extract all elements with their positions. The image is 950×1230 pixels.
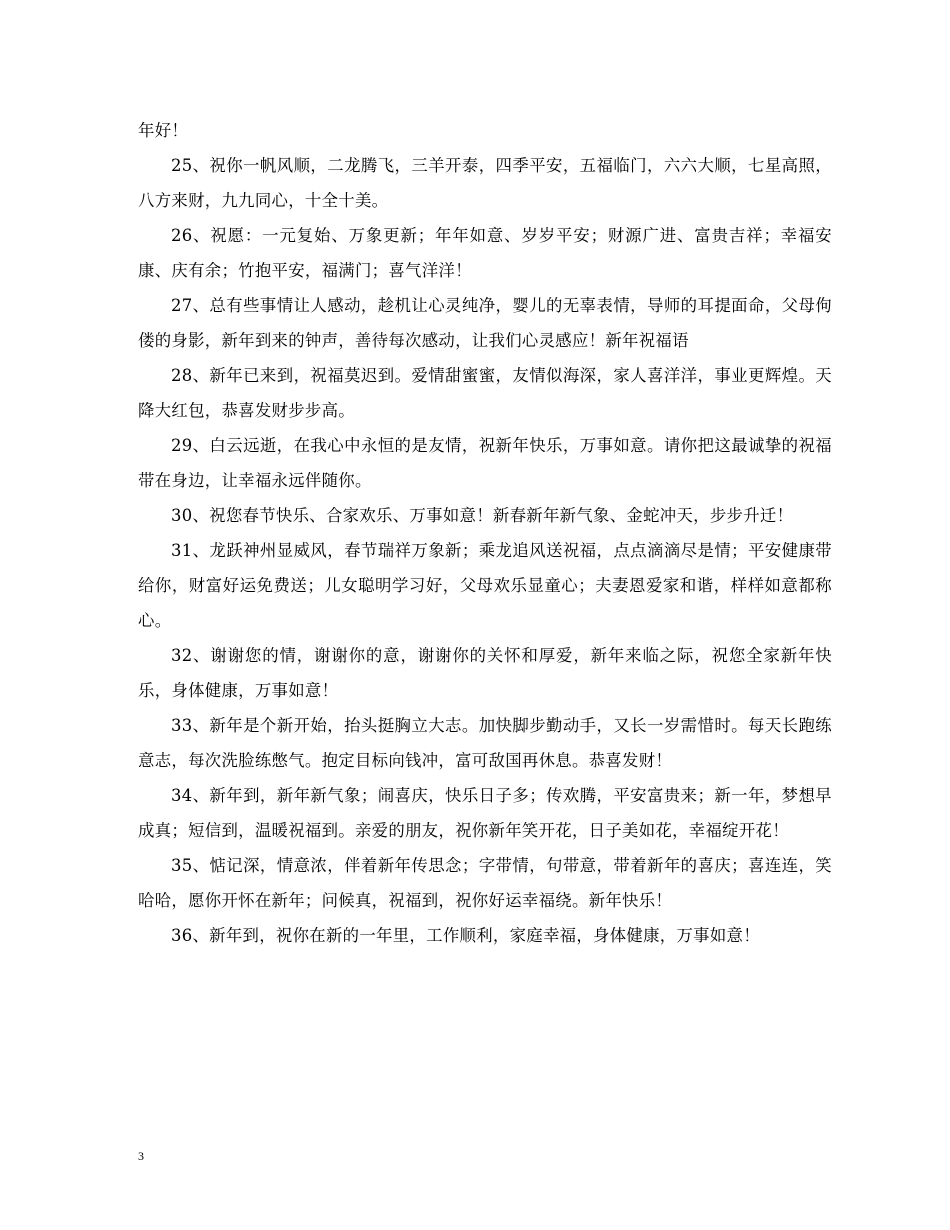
paragraph-31: 31、龙跃神州显威风，春节瑞祥万象新；乘龙追风送祝福，点点滴滴尽是情；平安健康带给你，财富好运免费送；儿女聪明学习好，父母欢乐显童心；夫妻恩爱家和谐，样样如意都称心。 [138,541,832,630]
paragraph-30: 30、祝您春节快乐、合家欢乐、万事如意！新春新年新气象、金蛇冲天，步步升迁！ [171,506,794,525]
paragraph-27: 27、总有些事情让人感动，趁机让心灵纯净，婴儿的无辜表情，导师的耳提面命，父母佝偻的身影，新年到来的钟声，善待每次感动，让我们心灵感应！新年祝福语 [138,296,832,350]
paragraph-35: 35、惦记深，情意浓，伴着新年传思念；字带情，句带意，带着新年的喜庆；喜连连，笑哈哈，愿你开怀在新年；问候真，祝福到，祝你好运幸福绕。新年快乐！ [138,856,832,910]
paragraph-34: 34、新年到，新年新气象；闹喜庆，快乐日子多；传欢腾，平安富贵来；新一年，梦想早成真；短信到，温暖祝福到。亲爱的朋友，祝你新年笑开花，日子美如花，幸福绽开花！ [138,786,832,840]
paragraph-26: 26、祝愿：一元复始、万象更新；年年如意、岁岁平安；财源广进、富贵吉祥；幸福安康、庆有余；竹抱平安，福满门；喜气洋洋！ [138,226,832,280]
paragraph-29: 29、白云远逝，在我心中永恒的是友情，祝新年快乐，万事如意。请你把这最诚挚的祝福带在身边，让幸福永远伴随你。 [138,436,832,490]
paragraph-32: 32、谢谢您的情，谢谢你的意，谢谢你的关怀和厚爱，新年来临之际，祝您全家新年快乐，身体健康，万事如意！ [138,646,832,700]
paragraph-continuation: 年好！ [138,121,189,140]
paragraph-25: 25、祝你一帆风顺，二龙腾飞，三羊开泰，四季平安，五福临门，六六大顺，七星高照，八方来财，九九同心，十全十美。 [138,156,832,210]
document-body [138,113,832,953]
paragraph-36: 36、新年到，祝你在新的一年里，工作顺利，家庭幸福，身体健康，万事如意！ [171,926,760,945]
paragraph-33: 33、新年是个新开始，抬头挺胸立大志。加快脚步勤动手，又长一岁需惜时。每天长跑练意志，每次洗脸练憋气。抱定目标向钱冲，富可敌国再休息。恭喜发财！ [138,716,832,770]
paragraph-28: 28、新年已来到，祝福莫迟到。爱情甜蜜蜜，友情似海深，家人喜洋洋，事业更辉煌。天降大红包，恭喜发财步步高。 [138,366,832,420]
page-number: 3 [138,1149,144,1163]
